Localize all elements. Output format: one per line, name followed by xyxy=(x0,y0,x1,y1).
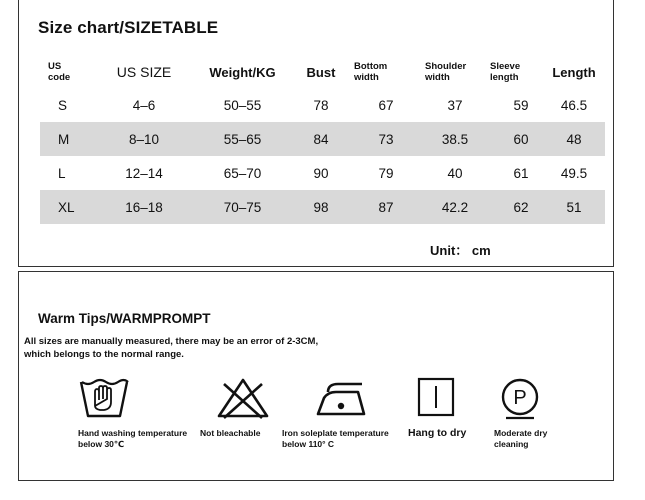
cell-length: 46.5 xyxy=(560,97,588,113)
svg-text:P: P xyxy=(513,387,527,409)
cell-sleeve-length: 59 xyxy=(513,97,529,113)
cell-code: S xyxy=(58,97,68,113)
cell-sleeve-length: 60 xyxy=(513,131,529,147)
cell-weight: 55–65 xyxy=(223,131,262,147)
warm-tips-title: Warm Tips/WARMPROMPT xyxy=(38,311,211,326)
cell-bust: 78 xyxy=(313,97,329,113)
cell-code: M xyxy=(58,131,70,147)
cell-bottom-width: 67 xyxy=(378,97,394,113)
cell-length: 51 xyxy=(566,199,582,215)
care-hang-dry xyxy=(408,376,466,439)
cell-us-size: 16–18 xyxy=(125,199,163,215)
size-table xyxy=(40,56,605,224)
warm-tips-note: All sizes are manually measured, there may be an error of 2-3CM, which belongs to the normal range. xyxy=(24,336,319,360)
header-weight: Weight/KG xyxy=(209,64,276,80)
cell-bottom-width: 79 xyxy=(378,165,394,181)
care-no-bleach xyxy=(200,376,272,439)
header-sleeve-length: Sleeve length xyxy=(490,61,521,83)
cell-weight: 65–70 xyxy=(223,165,262,181)
cell-shoulder-width: 38.5 xyxy=(441,131,469,147)
cell-bottom-width: 73 xyxy=(378,131,394,147)
header-bust: Bust xyxy=(306,64,336,80)
cell-length: 48 xyxy=(566,131,582,147)
cell-sleeve-length: 62 xyxy=(513,199,529,215)
cell-shoulder-width: 40 xyxy=(447,165,463,181)
table-row xyxy=(40,122,605,156)
cell-bust: 98 xyxy=(313,199,329,215)
table-header-row xyxy=(40,56,605,88)
cell-us-size: 4–6 xyxy=(132,97,156,113)
page-title: Size chart/SIZETABLE xyxy=(38,18,219,37)
header-us-size: US SIZE xyxy=(116,64,172,80)
header-length: Length xyxy=(552,64,596,80)
dry-clean-icon xyxy=(498,376,542,420)
table-row xyxy=(40,190,605,224)
care-dry-clean xyxy=(494,376,547,450)
cell-sleeve-length: 61 xyxy=(513,165,529,181)
table-row xyxy=(40,156,605,190)
hang-dry-label: Hang to dry xyxy=(408,427,467,439)
cell-length: 49.5 xyxy=(560,165,588,181)
header-us-code: US code xyxy=(48,61,71,83)
cell-bottom-width: 87 xyxy=(378,199,394,215)
hand-wash-icon xyxy=(78,376,130,420)
cell-bust: 90 xyxy=(313,165,329,181)
unit-label: Unit： cm xyxy=(430,243,491,258)
cell-weight: 50–55 xyxy=(223,97,262,113)
iron-icon xyxy=(314,376,372,420)
cell-code: L xyxy=(58,165,66,181)
cell-code: XL xyxy=(58,199,75,215)
table-row xyxy=(40,88,605,122)
cell-weight: 70–75 xyxy=(223,199,262,215)
dry-clean-label: Moderate dry cleaning xyxy=(494,428,548,449)
iron-label: Iron soleplate temperature below 110° C xyxy=(282,428,389,449)
care-hand-wash xyxy=(78,376,187,450)
cell-shoulder-width: 42.2 xyxy=(441,199,469,215)
cell-us-size: 12–14 xyxy=(125,165,163,181)
no-bleach-label: Not bleachable xyxy=(200,428,261,438)
header-bottom-width: Bottom width xyxy=(354,61,388,83)
cell-bust: 84 xyxy=(313,131,329,147)
hand-wash-label: Hand washing temperature below 30℃ xyxy=(78,428,188,449)
header-shoulder-width: Shoulder width xyxy=(425,61,467,83)
cell-shoulder-width: 37 xyxy=(447,97,463,113)
cell-us-size: 8–10 xyxy=(128,131,160,147)
care-iron xyxy=(282,376,389,450)
no-bleach-icon xyxy=(214,376,272,420)
hang-dry-icon xyxy=(416,376,456,418)
